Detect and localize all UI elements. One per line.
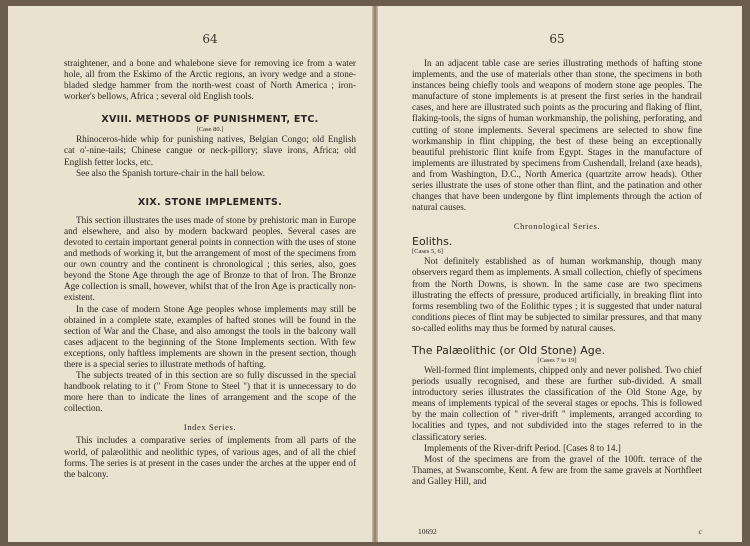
paragraph: In an adjacent table case are series illustrating methods of hafting stone implements, and the use of materials other than stone, the specimens in both instances being chiefly tools and weapons of modern stone age peoples. The manufacture of stone implements is at present the first series in the handrail cases, and here are illustrated such points as the procuring and flaking of flint, flaking-tools, the signs of human workmanship, the polishing, perforating, and cutting of stone implements. Several specimens are selected to show fine workmanship in flint chipping, the best of these being an exceptionally beautiful prehistoric flint knife from Egypt. Stages in the manufacture of implements are illustrated by specimens from Cushendall, Ireland (axe heads), and from Washington, D.C., North America (quartzite arrow heads). Other series illustrate the uses of stone other than flint, and the patination and other changes that have been undergone by flint implements through the action of natural causes. bbox=[412, 58, 702, 213]
page-footer bbox=[412, 527, 702, 536]
case-reference: [Cases 5, 6] bbox=[412, 248, 443, 256]
paragraph: Well-formed flint implements, chipped only and never polished. Two chief periods usually recognised, and these are further sub-divided. A small introductory series illustrates the classification of the Old Stone Age, by means of implements typical of the several stages or epochs. This is followed by the main collection of " river-drift " implements, arranged according to localities and types, and not subdivided into the stages referred to in the classificatory series. bbox=[412, 364, 702, 442]
signature-mark: 10692 bbox=[418, 527, 437, 536]
left-page bbox=[8, 6, 372, 542]
paragraph: The subjects treated of in this section are so fully discussed in the special handbook relating to it (" From Stone to Steel ") that it is unnecessary to do more here than to indicate the lines of arrangement and the scope of the collection. bbox=[64, 370, 356, 414]
case-reference: [Cases 7 to 19] bbox=[537, 356, 577, 364]
paragraph: straightener, and a bone and whalebone sieve for removing ice from a water hole, all from the Eskimo of the Arctic regions, an ivory wedge and a stone-bladed sledge hammer from the north-west coast of North America ; iron-worker's bellows, Africa ; several old English tools. bbox=[64, 58, 356, 102]
paragraph: In the case of modern Stone Age peoples whose implements may still be obtained in a complete state, examples of hafted stones will be found in the section of War and the Chase, and also amongst the tools in the balcony wall cases adjacent to the beginning of the Stone Implements section. With few exceptions, only haftless implements are shown in the present section, though there is a special series to illustrate methods of hafting. bbox=[64, 303, 356, 369]
paragraph: Most of the specimens are from the gravel of the 100ft. terrace of the Thames, at Swanscombe, Kent. A few are from the same gravels at Northfleet and Galley Hill, and bbox=[412, 453, 702, 486]
paragraph: This section illustrates the uses made of stone by prehistoric man in Europe and elsewhere, and also by modern backward peoples. Several cases are devoted to certain important general points in connection with the uses of stone and methods of working it, but the arrangement of most of the specimens from our own country and the continent is chronological ; this series, also, goes beyond the Stone Age through the age of Bronze to that of Iron. The Bronze Age collection is small, however, whilst that of the Iron Age is practically non-existent. bbox=[64, 214, 356, 303]
subsection-heading: Index Series. bbox=[183, 422, 237, 433]
section-heading: XIX. STONE IMPLEMENTS. bbox=[137, 196, 283, 208]
section-heading: XVIII. METHODS OF PUNISHMENT, ETC. bbox=[101, 114, 319, 126]
paragraph: See also the Spanish torture-chair in the hall below. bbox=[76, 167, 265, 178]
paragraph: This includes a comparative series of implements from all parts of the world, of palæolithic and neolithic types, of various ages, and of all the chief forms. The series is at present in the cases under the arches at the upper end of the balcony. bbox=[64, 435, 356, 479]
period-heading: The Palæolithic (or Old Stone) Age. bbox=[412, 343, 605, 357]
paragraph: Not definitely established as of human workmanship, though many observers regard them as implements. A small collection, chiefly of specimens from the North Downs, is shown. In the same case are two specimens illustrating the effects of pressure, produced artificially, in breaking flint into forms resembling two of the Eolithic types ; it is suggested that under natural conditions pieces of flint may be subjected to similar pressures, and that many so-called eoliths may thus be formed by natural causes. bbox=[412, 256, 702, 333]
case-reference: [Case 80.] bbox=[196, 126, 224, 134]
paragraph: Implements of the River-drift Period. [Cases 8 to 14.] bbox=[424, 442, 621, 453]
right-page bbox=[378, 6, 742, 542]
period-heading: Eoliths. bbox=[412, 235, 453, 249]
page-number: 64 bbox=[202, 32, 218, 46]
paragraph: Rhinoceros-hide whip for punishing natives, Belgian Congo; old English cat o'-nine-tails; Chinese cangue or neck-pillory; slave irons, Africa; old English fetter locks, etc. bbox=[64, 134, 356, 167]
page-number: 65 bbox=[549, 32, 565, 46]
subsection-heading: Chronological Series. bbox=[513, 221, 601, 232]
gathering-letter: c bbox=[698, 527, 702, 536]
